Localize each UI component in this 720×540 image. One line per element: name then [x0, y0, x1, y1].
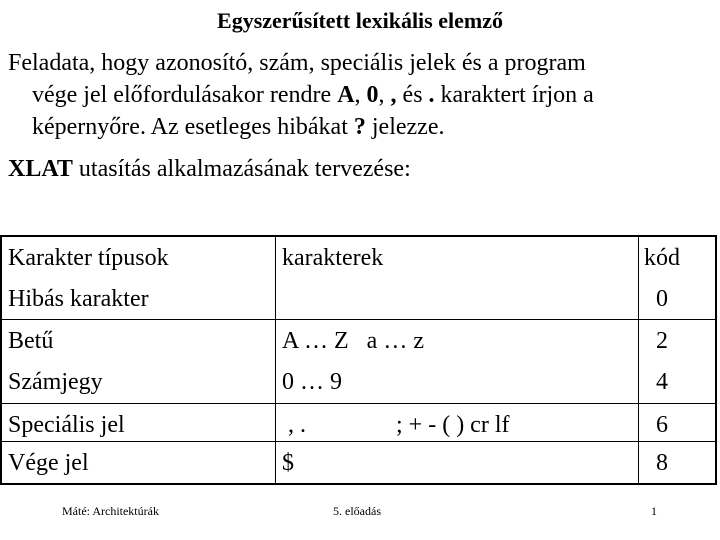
header-type: Karakter típusok — [8, 245, 169, 271]
header-chars: karakterek — [282, 245, 384, 271]
header-code: kód — [644, 245, 680, 271]
task-line-1: Feladata, hogy azonosító, szám, speciális jelek és a program — [8, 50, 586, 76]
task-line-2 — [8, 79, 708, 111]
table-row — [2, 319, 715, 362]
token-zero: 0 — [366, 82, 379, 108]
table-header-row — [2, 237, 715, 279]
task-text: képernyőre. Az esetleges hibákat — [32, 114, 354, 140]
task-text: , — [378, 82, 391, 108]
row-type: Számjegy — [8, 369, 103, 395]
row-chars: A … Z a … z — [282, 328, 424, 354]
table-row — [2, 278, 715, 320]
task-line-3 — [8, 111, 708, 143]
task-text: és — [396, 82, 429, 108]
row-type: Speciális jel — [8, 412, 125, 438]
task-text: vége jel előfordulásakor rendre — [32, 82, 338, 108]
table-row — [2, 403, 715, 446]
task-text: karaktert írjon a — [434, 82, 594, 108]
row-chars: 0 … 9 — [282, 369, 342, 395]
token-comma: , — [390, 82, 397, 108]
row-code: 8 — [656, 450, 668, 476]
row-type: Betű — [8, 328, 54, 354]
row-code: 2 — [656, 328, 668, 354]
row-code: 4 — [656, 369, 668, 395]
task-text: , — [354, 82, 367, 108]
token-dot: . — [428, 82, 435, 108]
row-code: 6 — [656, 412, 668, 438]
xlat-heading — [8, 153, 411, 185]
page-number: 1 — [651, 504, 657, 518]
row-type: Vége jel — [8, 450, 89, 476]
xlat-text: utasítás alkalmazásának tervezése: — [72, 156, 411, 182]
row-chars: , . ; + - ( ) cr lf — [282, 412, 510, 438]
task-description — [8, 47, 708, 143]
character-type-table — [0, 235, 717, 485]
slide-title: Egyszerűsített lexikális elemző — [217, 8, 503, 33]
row-chars: $ — [282, 450, 294, 476]
token-question: ? — [353, 114, 366, 140]
table-row — [2, 361, 715, 403]
xlat-keyword: XLAT — [8, 156, 73, 182]
row-code: 0 — [656, 286, 668, 312]
task-text: jelezze. — [365, 114, 445, 140]
table-row — [2, 441, 715, 484]
row-type: Hibás karakter — [8, 286, 149, 312]
footer-author: Máté: Architektúrák — [62, 504, 159, 518]
token-a: A — [337, 82, 355, 108]
footer-lecture: 5. előadás — [333, 504, 381, 518]
